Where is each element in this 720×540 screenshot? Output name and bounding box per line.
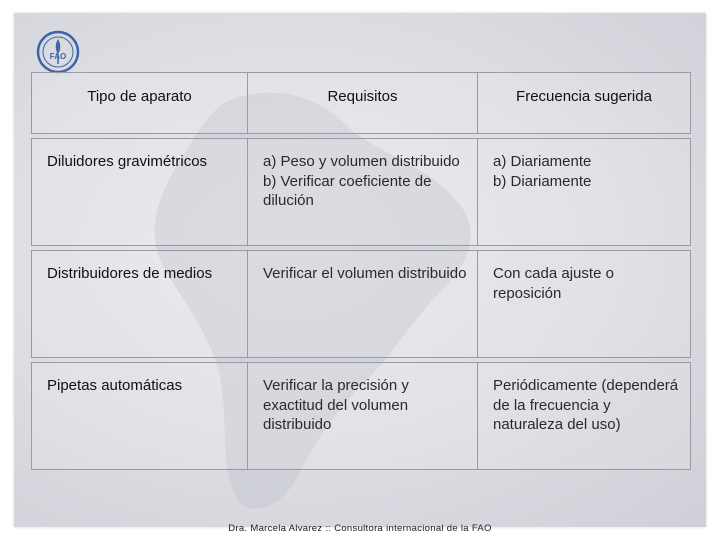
table-header-row	[31, 72, 691, 134]
requisito-line: b) Verificar coeficiente de dilución	[263, 172, 432, 209]
frecuencia-line: b) Diariamente	[493, 172, 592, 190]
header-tipo: Tipo de aparato	[31, 73, 248, 133]
footer-credit: Dra. Marcela Alvarez :: Consultora internacional de la FAO	[228, 523, 492, 534]
frecuencia-line: Periódicamente (dependerá de la frecuencia y naturaleza del uso)	[493, 377, 679, 433]
table-row	[31, 138, 691, 246]
cell-requisitos	[248, 251, 478, 357]
fao-logo	[36, 30, 80, 74]
table-row	[31, 250, 691, 358]
cell-tipo: Diluidores gravimétricos	[31, 139, 248, 245]
cell-frecuencia	[478, 251, 691, 357]
table-row	[31, 362, 691, 470]
frecuencia-line: a) Diariamente	[493, 153, 592, 170]
requisito-line: Verificar la precisión y exactitud del volumen distribuido	[263, 377, 409, 433]
cell-frecuencia	[478, 363, 691, 469]
cell-requisitos	[248, 139, 478, 245]
requisito-line: a) Peso y volumen distribuido	[263, 153, 460, 170]
requisito-line: Verificar el volumen distribuido	[263, 265, 467, 282]
calibration-table	[31, 72, 691, 470]
frecuencia-line: Con cada ajuste o reposición	[493, 265, 614, 302]
header-requisitos: Requisitos	[248, 73, 478, 133]
cell-tipo: Pipetas automáticas	[31, 363, 248, 469]
cell-tipo: Distribuidores de medios	[31, 251, 248, 357]
fao-logo-text: FAO	[49, 52, 67, 61]
cell-frecuencia	[478, 139, 691, 245]
cell-requisitos	[248, 363, 478, 469]
header-frecuencia: Frecuencia sugerida	[478, 73, 691, 133]
